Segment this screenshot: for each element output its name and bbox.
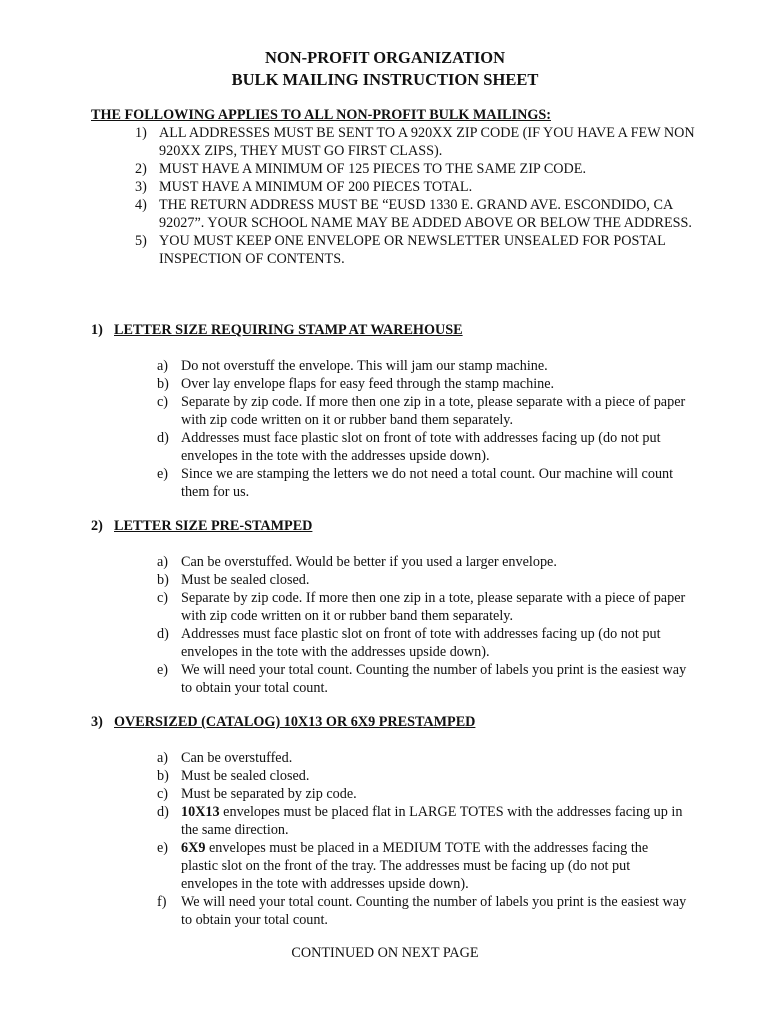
item-bold-term: 10X13 <box>181 804 220 820</box>
general-rules-list <box>135 124 695 268</box>
section-1-list <box>157 357 687 501</box>
item-letter: b) <box>157 572 169 588</box>
section-title: LETTER SIZE PRE-STAMPED <box>114 518 313 534</box>
section-1-heading <box>91 321 463 339</box>
item-letter: d) <box>157 804 169 820</box>
item-letter: c) <box>157 394 169 410</box>
general-rules-heading: THE FOLLOWING APPLIES TO ALL NON-PROFIT BULK MAILINGS: <box>91 107 552 123</box>
general-rule-text: YOU MUST KEEP ONE ENVELOPE OR NEWSLETTER UNSEALED FOR POSTAL INSPECTION OF CONTENTS. <box>159 233 666 267</box>
item-text: Since we are stamping the letters we do not need a total count. Our machine will count them for us. <box>181 466 674 500</box>
list-item <box>157 839 687 893</box>
general-rule-item <box>135 160 695 178</box>
general-rule-item <box>135 232 695 268</box>
list-item <box>157 785 687 803</box>
item-bold-term: 6X9 <box>181 840 206 856</box>
list-item <box>157 465 687 501</box>
list-item <box>157 589 687 625</box>
list-item <box>157 767 687 785</box>
general-rule-number: 5) <box>135 233 147 249</box>
section-3-list <box>157 749 687 929</box>
item-text: envelopes must be placed in a MEDIUM TOTE with the addresses facing the plastic slot on the front of the tray. The addresses must be facing up (do not put envelopes in the tote with addresses upside down). <box>181 840 649 892</box>
item-letter: e) <box>157 662 169 678</box>
item-text: envelopes must be placed flat in LARGE TOTES with the addresses facing up in the same direction. <box>181 804 683 838</box>
section-2-heading <box>91 517 312 535</box>
item-letter: e) <box>157 840 169 856</box>
list-item <box>157 661 687 697</box>
item-text: Addresses must face plastic slot on front of tote with addresses facing up (do not put envelopes in the tote with the addresses upside down). <box>181 626 661 660</box>
section-title: LETTER SIZE REQUIRING STAMP AT WAREHOUSE <box>114 322 463 338</box>
item-text: Over lay envelope flaps for easy feed through the stamp machine. <box>181 376 555 392</box>
item-letter: e) <box>157 466 169 482</box>
list-item <box>157 749 687 767</box>
list-item <box>157 429 687 465</box>
item-text: Must be sealed closed. <box>181 768 310 784</box>
item-text: We will need your total count. Counting the number of labels you print is the easiest way to obtain your total count. <box>181 662 687 696</box>
item-letter: b) <box>157 768 169 784</box>
item-letter: a) <box>157 554 169 570</box>
general-rule-text: THE RETURN ADDRESS MUST BE “EUSD 1330 E. GRAND AVE. ESCONDIDO, CA 92027”. YOUR SCHOOL NAME MAY BE ADDED ABOVE OR BELOW THE ADDRESS. <box>159 197 692 231</box>
general-rule-item <box>135 178 695 196</box>
list-item <box>157 553 687 571</box>
general-rule-item <box>135 196 695 232</box>
section-title: OVERSIZED (CATALOG) 10X13 OR 6X9 PRESTAMPED <box>114 714 476 730</box>
list-item <box>157 571 687 589</box>
title-line-2: BULK MAILING INSTRUCTION SHEET <box>231 70 539 89</box>
item-letter: d) <box>157 430 169 446</box>
section-3-heading <box>91 713 475 731</box>
item-text: Separate by zip code. If more then one zip in a tote, please separate with a piece of paper with zip code written on it or rubber band them separately. <box>181 394 686 428</box>
item-letter: c) <box>157 590 169 606</box>
list-item <box>157 893 687 929</box>
page-title <box>0 47 770 91</box>
general-rule-number: 2) <box>135 161 147 177</box>
general-rule-number: 1) <box>135 125 147 141</box>
general-rule-text: MUST HAVE A MINIMUM OF 125 PIECES TO THE SAME ZIP CODE. <box>159 161 586 177</box>
item-text: Separate by zip code. If more then one zip in a tote, please separate with a piece of paper with zip code written on it or rubber band them separately. <box>181 590 686 624</box>
general-rule-number: 3) <box>135 179 147 195</box>
title-line-1: NON-PROFIT ORGANIZATION <box>264 48 506 67</box>
general-rule-text: ALL ADDRESSES MUST BE SENT TO A 920XX ZIP CODE (IF YOU HAVE A FEW NON 920XX ZIPS, THEY MUST GO FIRST CLASS). <box>159 125 695 159</box>
item-text: Must be sealed closed. <box>181 572 310 588</box>
list-item <box>157 625 687 661</box>
item-letter: f) <box>157 894 167 910</box>
list-item <box>157 393 687 429</box>
item-text: Can be overstuffed. <box>181 750 293 766</box>
list-item <box>157 357 687 375</box>
section-number: 1) <box>91 322 103 338</box>
item-letter: a) <box>157 358 169 374</box>
section-number: 2) <box>91 518 103 534</box>
general-rule-number: 4) <box>135 197 147 213</box>
continued-note: CONTINUED ON NEXT PAGE <box>291 945 479 961</box>
list-item <box>157 803 687 839</box>
item-letter: a) <box>157 750 169 766</box>
item-text: Do not overstuff the envelope. This will jam our stamp machine. <box>181 358 548 374</box>
general-rule-text: MUST HAVE A MINIMUM OF 200 PIECES TOTAL. <box>159 179 473 195</box>
section-2-list <box>157 553 687 697</box>
list-item <box>157 375 687 393</box>
item-text: Addresses must face plastic slot on front of tote with addresses facing up (do not put envelopes in the tote with the addresses upside down). <box>181 430 661 464</box>
item-text: We will need your total count. Counting the number of labels you print is the easiest way to obtain your total count. <box>181 894 687 928</box>
item-letter: b) <box>157 376 169 392</box>
general-rule-item <box>135 124 695 160</box>
section-number: 3) <box>91 714 103 730</box>
item-letter: c) <box>157 786 169 802</box>
item-text: Can be overstuffed. Would be better if you used a larger envelope. <box>181 554 557 570</box>
item-text: Must be separated by zip code. <box>181 786 357 802</box>
item-letter: d) <box>157 626 169 642</box>
